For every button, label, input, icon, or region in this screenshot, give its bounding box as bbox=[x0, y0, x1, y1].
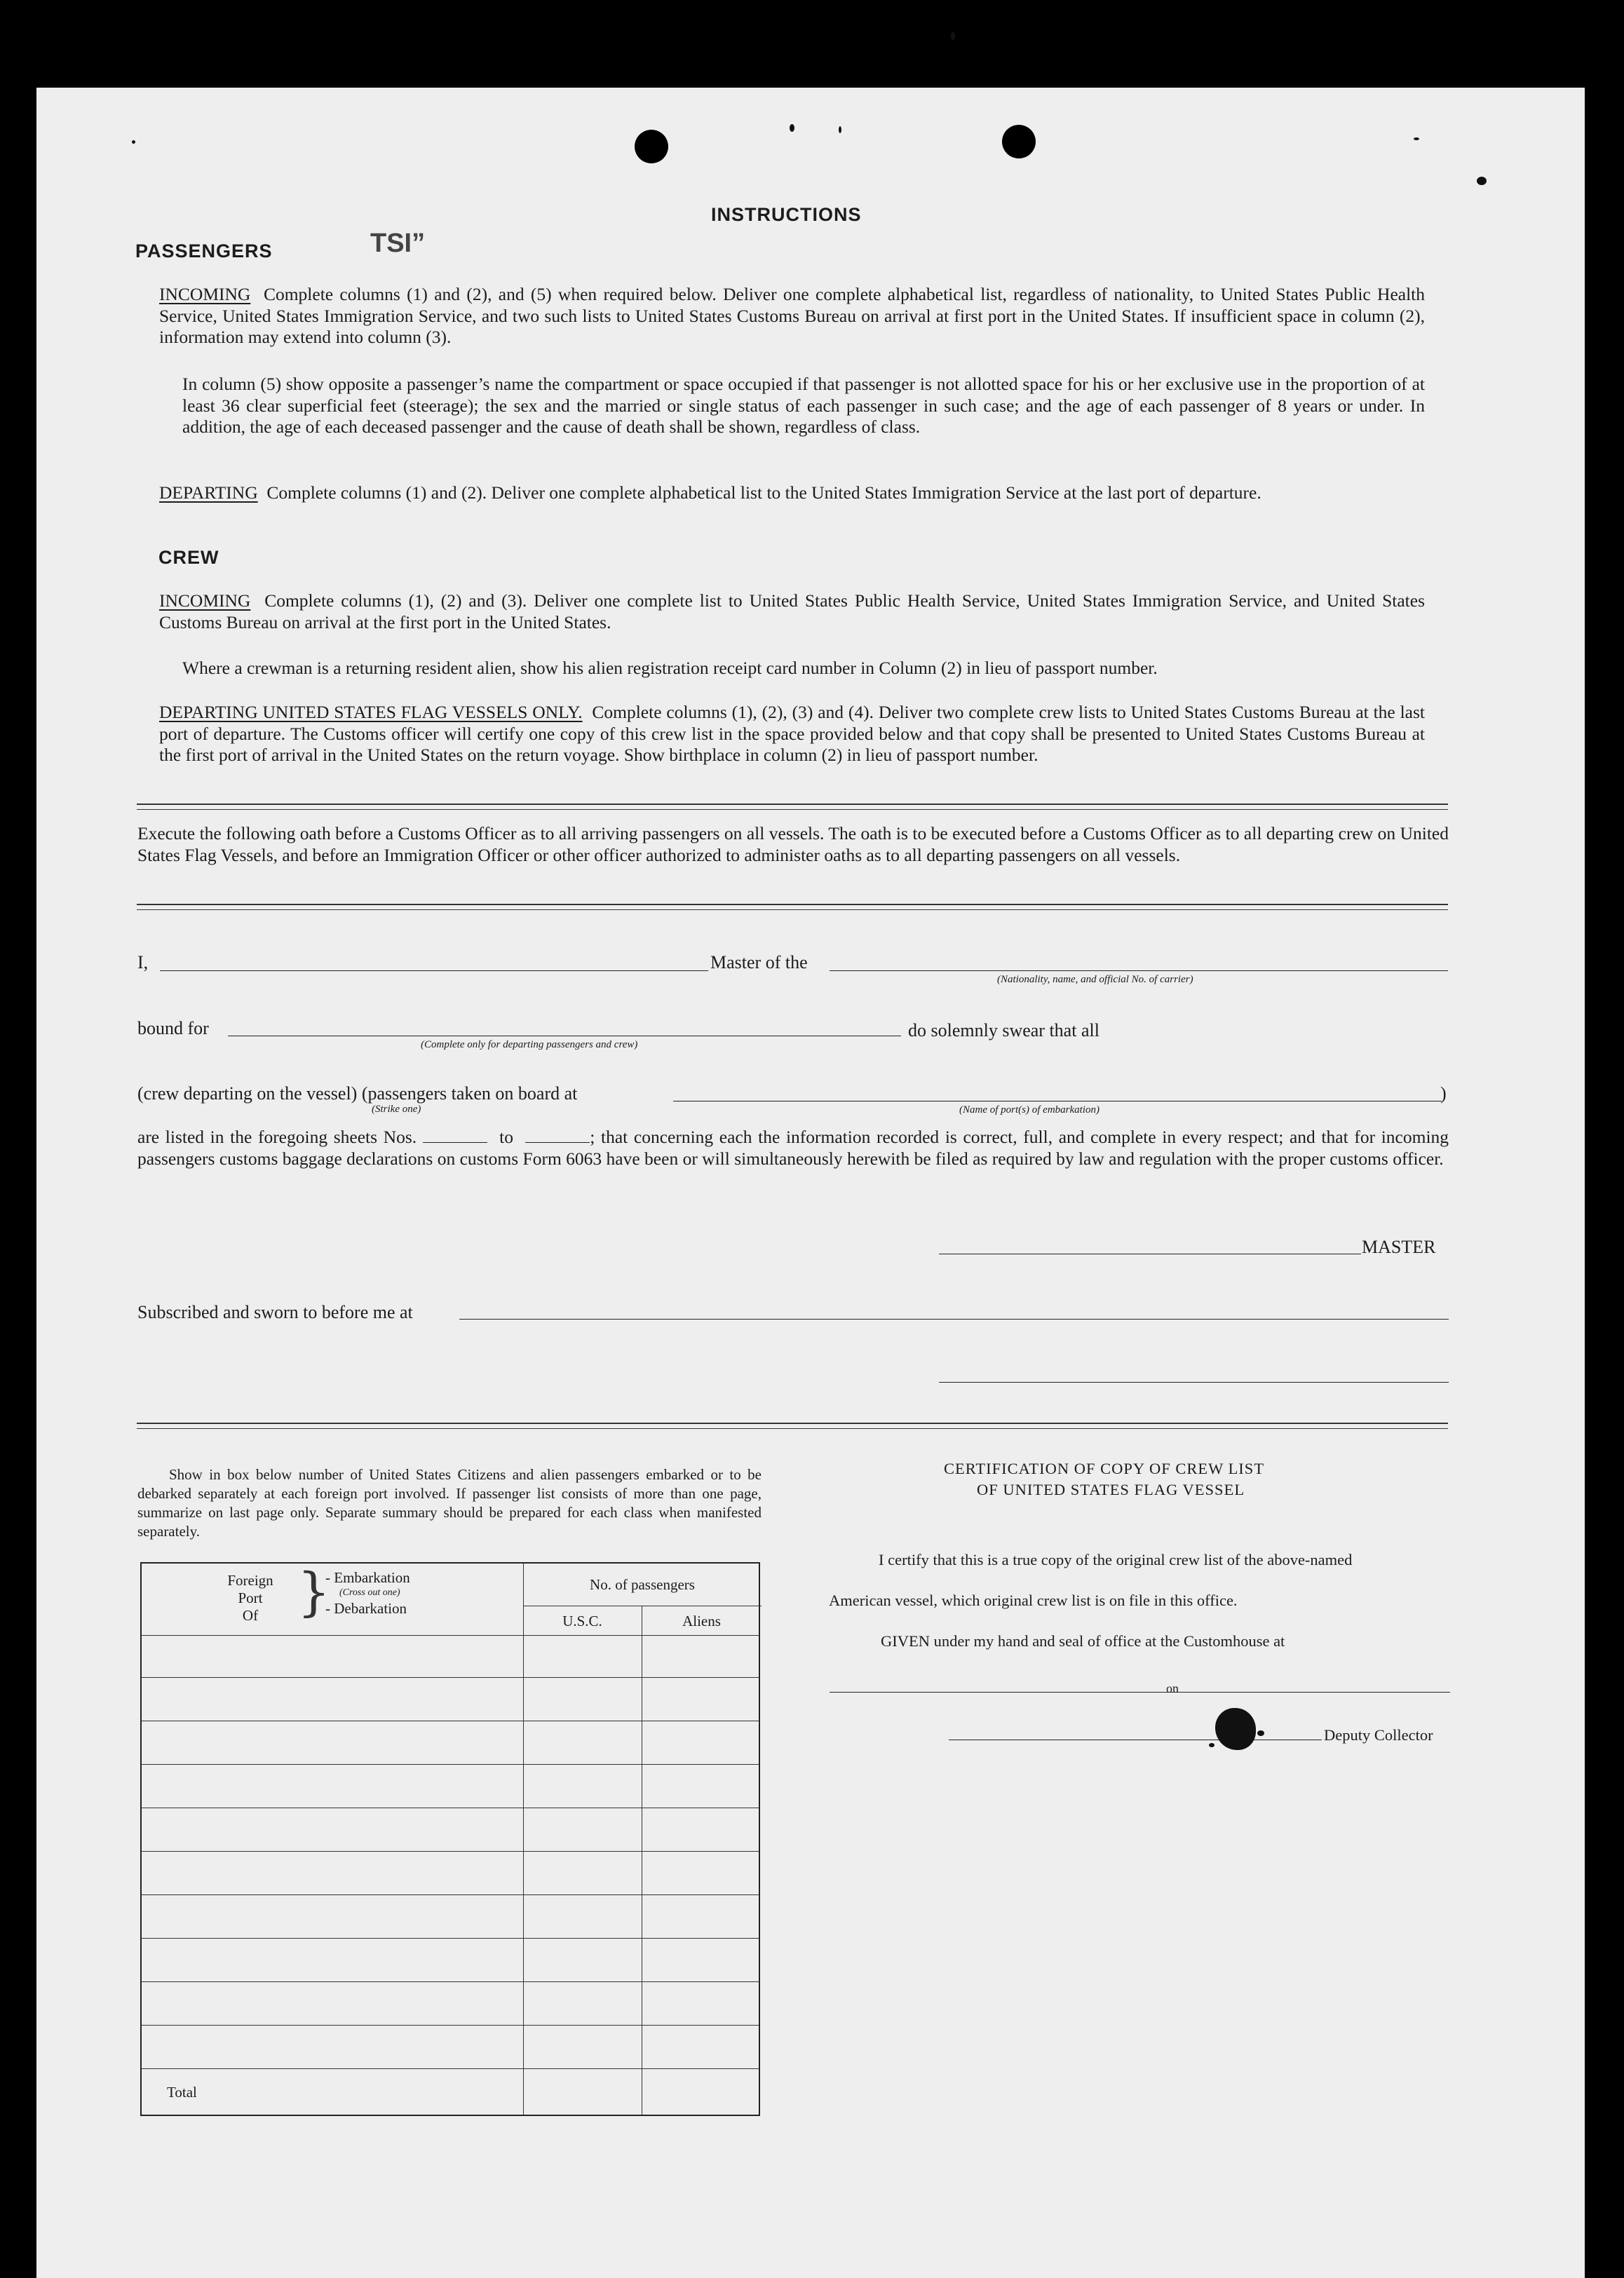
passengers-heading: PASSENGERS bbox=[135, 240, 273, 262]
debarkation-label: - Debarkation bbox=[325, 1600, 407, 1617]
crew-departing-paragraph bbox=[159, 702, 1425, 766]
officer-signature-field[interactable] bbox=[939, 1382, 1449, 1383]
certification-text-1: I certify that this is a true copy of the original crew list of the above-named bbox=[879, 1551, 1353, 1568]
usc-header: U.S.C. bbox=[562, 1613, 602, 1629]
ink-speck bbox=[1414, 137, 1419, 140]
summary-instructions: Show in box below number of United States Citizens and alien passengers embarked or to be debarked separately at each foreign port involved. If passenger list consists of more than one page, summarize on last page only. Separate summary should be prepared for each class when manifested separately. bbox=[137, 1466, 762, 1540]
certification-given: GIVEN under my hand and seal of office at the Customhouse at bbox=[881, 1632, 1285, 1650]
no-passengers-header: No. of passengers bbox=[590, 1576, 695, 1593]
close-paren: ) bbox=[1440, 1083, 1447, 1104]
ink-speck bbox=[1477, 177, 1487, 185]
passengers-incoming-text: Complete columns (1) and (2), and (5) when required below. Deliver one complete alphabetical list, regardless of nationality, to United States Public Health Service, United States Immigration Service, and two such lists to United States Customs Bureau on arrival at first port in the United States. If insufficient space in column (2), information may extend into column (3). bbox=[159, 284, 1426, 347]
ink-speck bbox=[790, 124, 794, 132]
table-row-line bbox=[142, 1981, 759, 1982]
aliens-header: Aliens bbox=[682, 1613, 721, 1629]
bound-for-label: bound for bbox=[137, 1018, 209, 1038]
brace-glyph: } bbox=[297, 1562, 331, 1622]
master-of-label: Master of the bbox=[710, 952, 808, 972]
crew-incoming-label: INCOMING bbox=[159, 590, 251, 611]
crew-departing-label: DEPARTING UNITED STATES FLAG VESSELS ONLY. bbox=[159, 702, 583, 722]
oath-i-label: I, bbox=[137, 952, 149, 972]
listed-prefix: are listed in the foregoing sheets Nos. bbox=[137, 1127, 417, 1147]
crew-incoming-paragraph bbox=[159, 590, 1425, 633]
port-header: Foreign Port Of bbox=[227, 1572, 273, 1624]
passengers-incoming-label: INCOMING bbox=[159, 284, 251, 304]
passenger-summary-table bbox=[140, 1562, 760, 2116]
subscribed-label: Subscribed and sworn to before me at bbox=[137, 1302, 413, 1322]
on-label: on bbox=[1166, 1681, 1179, 1695]
certification-text-2: American vessel, which original crew list is on file in this office. bbox=[829, 1592, 1238, 1609]
deputy-collector-label: Deputy Collector bbox=[1324, 1726, 1433, 1744]
master-label: MASTER bbox=[1362, 1237, 1436, 1257]
master-name-field[interactable] bbox=[160, 970, 708, 971]
crew-departing-text: Complete columns (1), (2), (3) and (4). Deliver two complete crew lists to United States Customs Bureau at the last port of departure. The Customs officer will certify one copy of this crew list in the space provided below and that copy shall be presented to United States Customs Bureau at the first port of arrival in the United States on the return voyage. Show birthplace in column (2) in lieu of passport number. bbox=[159, 702, 1426, 765]
ink-speck bbox=[132, 140, 135, 144]
table-row-line bbox=[142, 2025, 759, 2026]
bound-for-caption: (Complete only for departing passengers and crew) bbox=[421, 1039, 638, 1050]
passengers-incoming-paragraph bbox=[159, 284, 1425, 348]
passengers-column5-paragraph: In column (5) show opposite a passenger’s name the compartment or space occupied if that passenger is not allotted space for his or her exclusive use in the proportion of at least 36 clear superficial feet (steerage); the sex and the married or single status of each passenger in such case; and the age of each passenger of 8 years or under. In addition, the age of each deceased passenger and the cause of death shall be shown, regardless of class. bbox=[182, 374, 1425, 437]
crew-heading: CREW bbox=[158, 547, 219, 568]
table-row-line bbox=[142, 1764, 759, 1765]
passengers-departing-paragraph bbox=[159, 482, 1425, 504]
crew-alien-paragraph: Where a crewman is a returning resident alien, show his alien registration receipt card number in Column (2) in lieu of passport number. bbox=[182, 658, 1158, 678]
table-row-line bbox=[142, 1938, 759, 1939]
sheet-from-field[interactable] bbox=[423, 1142, 487, 1143]
ink-speck bbox=[951, 32, 955, 40]
oath-intro-paragraph: Execute the following oath before a Customs Officer as to all arriving passengers on all vessels. The oath is to be executed before a Customs Officer as to all departing crew on United States Flag Vessels, and before an Immigration Officer or other officer authorized to administer oaths as to all departing passengers on all vessels. bbox=[137, 823, 1449, 865]
ink-blot bbox=[1215, 1708, 1256, 1750]
divider-rule bbox=[137, 904, 1448, 905]
strike-options: (crew departing on the vessel) (passengers taken on board at bbox=[137, 1083, 578, 1104]
certification-title-2: OF UNITED STATES FLAG VESSEL bbox=[977, 1481, 1245, 1498]
punch-hole-right bbox=[1002, 125, 1036, 158]
table-row-line bbox=[142, 1635, 759, 1636]
embarkation-label: - Embarkation bbox=[325, 1569, 410, 1586]
total-label: Total bbox=[167, 2084, 197, 2101]
carrier-field[interactable] bbox=[830, 970, 1448, 971]
strike-caption: (Strike one) bbox=[372, 1104, 421, 1115]
divider-rule bbox=[137, 804, 1448, 805]
carrier-caption: (Nationality, name, and official No. of carrier) bbox=[997, 974, 1193, 985]
divider-rule bbox=[137, 1423, 1448, 1424]
divider-rule bbox=[137, 909, 1448, 910]
ghost-mark: TSI” bbox=[370, 229, 426, 258]
crew-incoming-text: Complete columns (1), (2) and (3). Deliver one complete list to United States Public Health Service, United States Immigration Service, and United States Customs Bureau on arrival at the first port in the United States. bbox=[159, 590, 1426, 632]
punch-hole-left bbox=[635, 130, 668, 163]
divider-rule bbox=[137, 1428, 1448, 1429]
subscribed-place-field[interactable] bbox=[459, 1319, 1449, 1320]
page-title: INSTRUCTIONS bbox=[711, 204, 862, 225]
port-caption: (Name of port(s) of embarkation) bbox=[959, 1104, 1099, 1116]
table-row-line bbox=[142, 1851, 759, 1852]
table-row-line bbox=[142, 1894, 759, 1895]
table-row-line bbox=[142, 1677, 759, 1678]
table-col-divider bbox=[523, 1564, 524, 2115]
sheet-to-field[interactable] bbox=[525, 1142, 590, 1143]
customhouse-field[interactable] bbox=[830, 1692, 1450, 1693]
divider-rule bbox=[137, 809, 1448, 810]
passengers-departing-label: DEPARTING bbox=[159, 482, 258, 503]
ink-speck bbox=[839, 126, 841, 133]
sheets-paragraph bbox=[137, 1127, 1449, 1169]
table-row-line bbox=[142, 2068, 759, 2069]
listed-text: ; that concerning each the information recorded is correct, full, and complete in every respect; and that for incoming passengers customs baggage declarations on customs Form 6063 have been or will simultaneously herewith be filed as required by law and regulation with the proper customs officer. bbox=[137, 1127, 1449, 1169]
passengers-departing-text: Complete columns (1) and (2). Deliver one complete alphabetical list to the United States Immigration Service at the last port of departure. bbox=[266, 482, 1261, 503]
ink-speck bbox=[1209, 1743, 1214, 1747]
certification-title-1: CERTIFICATION OF COPY OF CREW LIST bbox=[944, 1460, 1265, 1477]
to-label: to bbox=[499, 1127, 513, 1147]
ink-speck bbox=[1257, 1730, 1264, 1736]
swear-label: do solemnly swear that all bbox=[908, 1020, 1099, 1040]
cross-out-label: (Cross out one) bbox=[339, 1587, 400, 1598]
